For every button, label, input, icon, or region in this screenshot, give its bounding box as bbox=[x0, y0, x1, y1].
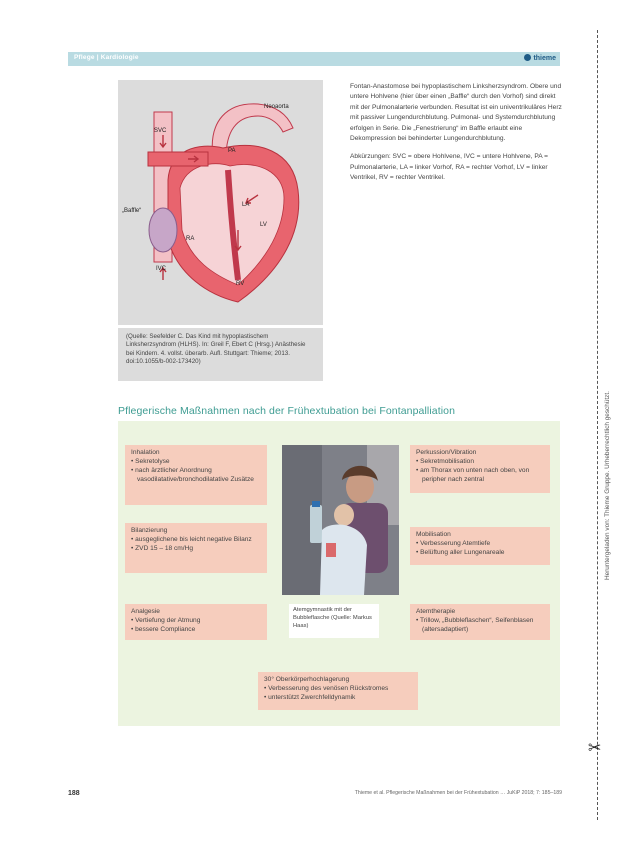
label-la: LA bbox=[242, 202, 250, 208]
photo-breathing-exercise bbox=[282, 445, 399, 595]
publisher-logo: thieme bbox=[524, 54, 556, 62]
footer-citation: Thieme et al. Pflegerische Maßnahmen bei der Frühextubation … JuKiP 2018; 7: 185–189 bbox=[354, 790, 562, 796]
heart-diagram bbox=[118, 80, 323, 325]
label-svc: SVC bbox=[154, 128, 167, 134]
box-atemtherapie bbox=[410, 604, 550, 640]
label-baffle: „Baffle“ bbox=[122, 208, 142, 214]
box-item: • bessere Compliance bbox=[131, 626, 196, 633]
box-title: Perkussion/Vibration bbox=[416, 449, 477, 456]
box-item: • am Thorax von unten nach oben, von peripher nach zentral bbox=[416, 467, 530, 483]
box-title: Bilanzierung bbox=[131, 527, 168, 534]
scissors-icon: ✂ bbox=[588, 740, 602, 757]
section-title: Pflegerische Maßnahmen nach der Frühextubation bei Fontanpalliation bbox=[118, 405, 456, 417]
box-item: • Belüftung aller Lungenareale bbox=[416, 549, 505, 556]
box-item: • unterstützt Zwerchfelldynamik bbox=[264, 694, 356, 701]
label-lv: LV bbox=[260, 222, 267, 228]
heart-illustration bbox=[118, 80, 323, 325]
box-perkussion bbox=[410, 445, 550, 493]
box-inhalation bbox=[125, 445, 267, 505]
abbreviations-paragraph: Abkürzungen: SVC = obere Hohlvene, IVC = untere Hohlvene, PA = Pulmonalarterie, LA = linker Vorhof, RA = rechter Vorhof, LV = linker Ventrikel, RV = rechter Ventrikel. bbox=[350, 153, 548, 182]
explanation-paragraph: Fontan-Anastomose bei hypoplastischem Linksherzsyndrom. Obere und untere Hohlvene (hier über einen „Baffle“ durch den Vorhof) sind direkt mit der Pulmonalarterie verbunden. Resultat ist ein univentrikuläres Herz mit passiver Lungendurchblutung. Pulmonal- und Systemdurchblutung erfolgen in Serie. Die „Fenestrierung“ im Baffle erlaubt eine Dekompression bei behinderter Lungendurchblutung. bbox=[350, 83, 562, 143]
box-oberkoerperhochlagerung bbox=[258, 672, 418, 710]
diagram-caption: (Quelle: Seefelder C. Das Kind mit hypoplastischem Linksherzsyndrom (HLHS). In: Greil F, Ebert C (Hrsg.) Anästhesie bei Kindern. 4. vollst. überarb. Aufl. Stuttgart: Thieme; 2013. doi:10.1055/b-002-173420) bbox=[118, 328, 323, 381]
label-ivc: IVC bbox=[156, 266, 167, 272]
logo-icon bbox=[524, 54, 531, 61]
box-analgesie bbox=[125, 604, 267, 640]
explanation-text bbox=[350, 82, 565, 192]
box-item: • Sekretolyse bbox=[131, 458, 170, 465]
box-item: • ausgeglichene bis leicht negative Bilanz bbox=[131, 536, 252, 543]
box-item: • nach ärztlicher Anordnung vasodilatative/bronchodilatative Zusätze bbox=[131, 467, 254, 483]
section-label: Pflege | Kardiologie bbox=[74, 54, 139, 61]
box-bilanzierung bbox=[125, 523, 267, 573]
photo-illustration bbox=[282, 445, 399, 595]
box-item: • Verbesserung des venösen Rückstromes bbox=[264, 685, 389, 692]
label-rv: RV bbox=[236, 281, 245, 287]
label-pa: PA bbox=[228, 148, 236, 154]
box-title: Analgesie bbox=[131, 608, 160, 615]
photo-caption: Atemgymnastik mit der Bubbleflasche (Quelle: Markus Haas) bbox=[289, 604, 379, 638]
baffle-shape bbox=[149, 208, 177, 252]
label-ra: RA bbox=[186, 236, 195, 242]
download-note: Heruntergeladen von: Thieme Gruppe. Urheberrechtlich geschützt. bbox=[604, 391, 611, 580]
box-mobilisation bbox=[410, 527, 550, 565]
box-title: Inhalation bbox=[131, 449, 160, 456]
box-title: 30° Oberkörperhochlagerung bbox=[264, 676, 350, 683]
box-item: • Vertiefung der Atmung bbox=[131, 617, 201, 624]
box-item: • ZVD 15 – 18 cm/Hg bbox=[131, 545, 194, 552]
box-title: Atemtherapie bbox=[416, 608, 456, 615]
label-neoaorta: Neoaorta bbox=[264, 104, 289, 110]
box-title: Mobilisation bbox=[416, 531, 451, 538]
box-item: • Trillow, „Bubbleflaschen“, Seifenblasen (altersadaptiert) bbox=[416, 617, 534, 633]
box-item: • Verbesserung Atemtiefe bbox=[416, 540, 491, 547]
box-item: • Sekretmobilisation bbox=[416, 458, 475, 465]
header-bar bbox=[68, 52, 560, 66]
cut-line bbox=[597, 30, 598, 820]
page-number: 188 bbox=[68, 790, 80, 797]
